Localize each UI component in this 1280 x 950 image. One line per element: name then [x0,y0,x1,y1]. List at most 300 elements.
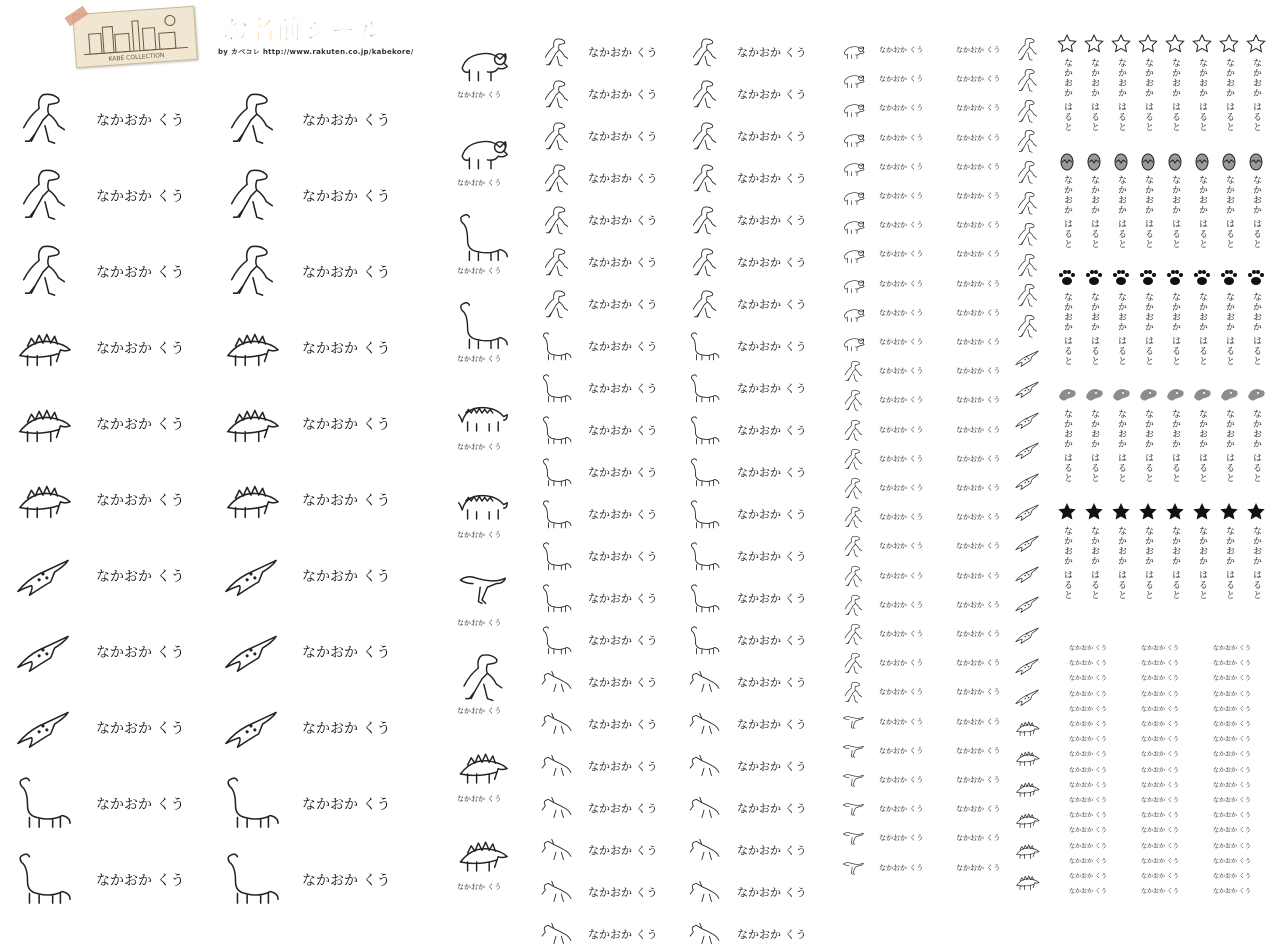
tiny-name-label: なかおか くう [1213,736,1251,744]
large-name-label: なかおか くう [96,797,185,813]
medium-name-label: なかおか くう [588,634,658,647]
trex-icon [1014,67,1040,93]
large-name-label: なかおか くう [96,493,185,509]
star-filled-icon [1138,502,1158,522]
vertical-name-label: なかおか はると [1116,175,1126,249]
star-outline-icon [1057,34,1077,54]
title-char: ー [330,16,358,46]
tiny-name-label: なかおか くう [1213,751,1251,759]
raptor-icon [840,797,866,821]
star-filled-icon [1165,502,1185,522]
medium-name-label: なかおか くう [737,130,807,143]
vertical-name-label: なかおか はると [1251,175,1261,249]
vertical-name-label: なかおか はると [1170,526,1180,600]
vertical-name-label: なかおか はると [1116,409,1126,483]
small-name-label: なかおか くう [956,133,1001,142]
bronto-icon [540,414,572,446]
tiny-name-label: なかおか くう [1213,873,1251,880]
small-name-label: なかおか くう [956,46,1001,54]
vertical-name-label: なかおか はると [1089,58,1099,132]
tiny-name-label: なかおか くう [1069,857,1107,865]
para-icon [688,834,720,866]
tiny-name-label: なかおか くう [1069,660,1107,668]
stego-icon [14,316,72,376]
medium-name-label: なかおか くう [588,88,658,101]
medium-name-label: なかおか くう [588,46,658,59]
stego-icon [14,468,72,528]
trike-icon [840,96,866,120]
large-name-label: なかおか くう [96,189,185,205]
trike-icon [840,184,866,208]
trex-icon [688,36,720,68]
vertical-name-label: なかおか はると [1170,58,1180,132]
medium-name-label: なかおか くう [737,592,807,605]
small-name-label: なかおか くう [956,425,1001,434]
para-icon [540,792,572,824]
paw-icon [1111,268,1131,288]
bronto-icon [688,582,720,614]
tiny-name-label: なかおか くう [1213,690,1251,698]
trike-icon [840,213,866,237]
vertical-name-label: なかおか はると [1143,292,1153,366]
trex-icon [540,204,572,236]
ptera-icon [1014,683,1040,709]
ptera-icon [1014,560,1040,586]
tiny-name-label: なかおか くう [1069,888,1107,896]
ptera-icon [1014,406,1040,432]
stego-card-icon [444,738,520,792]
ptera-icon [14,544,72,604]
small-name-label: なかおか くう [956,75,1001,84]
large-name-label: なかおか くう [96,569,185,585]
small-name-label: なかおか くう [879,571,924,580]
star-filled-icon [1057,502,1077,522]
large-name-label: なかおか くう [302,265,391,281]
vertical-name-label: なかおか はると [1170,292,1180,366]
small-name-label: なかおか くう [956,221,1001,230]
tiny-name-label: なかおか くう [1141,766,1179,774]
small-name-label: なかおか くう [879,454,924,463]
small-name-label: なかおか くう [956,396,1001,405]
medium-name-label: なかおか くう [737,676,807,689]
title-char: ル [357,16,385,46]
vertical-name-label: なかおか はると [1143,409,1153,483]
small-name-label: なかおか くう [879,630,924,638]
star-filled-icon [1192,502,1212,522]
trex-icon [14,164,72,224]
medium-name-label: なかおか くう [737,298,807,311]
small-name-label: なかおか くう [956,484,1001,492]
star-filled-icon [1219,502,1239,522]
trex-icon [688,204,720,236]
egg-icon [1111,151,1131,171]
small-name-label: なかおか くう [879,75,924,84]
tiny-name-label: なかおか くう [1141,827,1179,835]
small-name-label: なかおか くう [879,600,924,609]
bronto-icon [688,414,720,446]
medium-name-label: なかおか くう [737,508,807,521]
trex-icon [840,447,866,471]
card-name-label: なかおか くう [457,619,502,627]
tiny-name-label: なかおか くう [1141,873,1179,880]
small-name-label: なかおか くう [879,308,924,317]
medium-name-label: なかおか くう [588,382,658,395]
bronto-card-icon [444,210,520,264]
medium-name-label: なかおか くう [737,340,807,353]
star-outline-icon [1084,34,1104,54]
medium-name-label: なかおか くう [737,718,807,731]
medium-name-label: なかおか くう [588,760,658,773]
tiny-name-label: なかおか くう [1141,812,1179,820]
tiny-name-label: なかおか くう [1141,842,1179,850]
bronto-icon [540,540,572,572]
para-icon [688,918,720,950]
card-name-label: なかおか くう [457,355,502,363]
paw-icon [1165,268,1185,288]
stego-icon [1014,868,1040,894]
bronto-icon [540,330,572,362]
bronto-icon [688,330,720,362]
tiny-name-label: なかおか くう [1141,781,1179,789]
medium-name-label: なかおか くう [737,424,807,437]
tiny-name-label: なかおか くう [1213,675,1251,683]
card-name-label: なかおか くう [457,443,502,451]
small-name-label: なかおか くう [879,133,924,142]
tiny-name-label: なかおか くう [1141,751,1179,759]
trex-icon [222,88,280,148]
vertical-name-label: なかおか はると [1089,409,1099,483]
city-skyline-icon [73,7,196,67]
tiny-name-label: なかおか くう [1213,781,1251,789]
trike-icon [840,301,866,325]
small-name-label: なかおか くう [879,250,924,259]
brand-logo [72,6,197,68]
small-name-label: なかおか くう [956,250,1001,259]
vertical-name-label: なかおか はると [1224,526,1234,600]
large-name-label: なかおか くう [96,341,185,357]
small-name-label: なかおか くう [956,454,1001,463]
ptera-icon [222,620,280,680]
trike-icon [840,67,866,91]
paw-icon [1192,268,1212,288]
small-name-label: なかおか くう [879,746,924,755]
small-name-label: なかおか くう [956,542,1001,551]
medium-name-label: なかおか くう [588,508,658,521]
vertical-name-label: なかおか はると [1197,58,1207,132]
trex-icon [14,240,72,300]
raptor-icon [840,768,866,792]
bronto-icon [540,456,572,488]
bronto-icon [540,372,572,404]
medium-name-label: なかおか くう [588,844,658,857]
egg-icon [1165,151,1185,171]
small-name-label: なかおか くう [956,513,1001,522]
small-name-label: なかおか くう [956,367,1001,376]
large-name-label: なかおか くう [96,113,185,129]
star-filled-icon [1084,502,1104,522]
vertical-name-label: なかおか はると [1143,526,1153,600]
raptor-card-icon [444,562,520,616]
trike-icon [840,126,866,150]
medium-name-label: なかおか くう [588,130,658,143]
vertical-name-label: なかおか はると [1197,409,1207,483]
small-name-label: なかおか くう [879,338,924,346]
para-icon [688,708,720,740]
tiny-name-label: なかおか くう [1141,797,1179,804]
vertical-name-label: なかおか はると [1143,175,1153,249]
vertical-name-label: なかおか はると [1116,292,1126,366]
tiny-name-label: なかおか くう [1213,812,1251,820]
large-name-label: なかおか くう [96,873,185,889]
small-name-label: なかおか くう [956,688,1001,697]
ptera-icon [222,544,280,604]
medium-name-label: なかおか くう [737,886,807,899]
small-name-label: なかおか くう [879,367,924,376]
stego-icon [1014,775,1040,801]
dino-head-icon [1084,385,1104,405]
small-name-label: なかおか くう [956,338,1001,346]
ptera-icon [1014,436,1040,462]
page-title [222,10,384,47]
medium-name-label: なかおか くう [737,88,807,101]
vertical-name-label: なかおか はると [1197,526,1207,600]
large-name-label: なかおか くう [302,569,391,585]
medium-name-label: なかおか くう [588,298,658,311]
tiny-name-label: なかおか くう [1069,812,1107,820]
medium-name-label: なかおか くう [588,340,658,353]
tiny-name-label: なかおか くう [1069,827,1107,835]
tiny-name-label: なかおか くう [1141,736,1179,744]
bronto-icon [540,582,572,614]
ptera-icon [1014,375,1040,401]
medium-name-label: なかおか くう [588,718,658,731]
trex-icon [840,418,866,442]
trex-icon [1014,313,1040,339]
medium-name-label: なかおか くう [737,172,807,185]
trike-icon [840,272,866,296]
tiny-name-label: なかおか くう [1069,690,1107,698]
paw-icon [1246,268,1266,288]
vertical-name-label: なかおか はると [1251,409,1261,483]
bronto-icon [222,848,280,908]
star-filled-icon [1111,502,1131,522]
small-name-label: なかおか くう [956,571,1001,580]
para-icon [688,750,720,782]
small-name-label: なかおか くう [956,746,1001,755]
vertical-name-label: なかおか はると [1197,292,1207,366]
large-name-label: なかおか くう [302,113,391,129]
trex-icon [840,505,866,529]
trex-icon [1014,98,1040,124]
medium-name-label: なかおか くう [737,760,807,773]
vertical-name-label: なかおか はると [1089,526,1099,600]
medium-name-label: なかおか くう [588,256,658,269]
trike-icon [840,330,866,354]
tiny-name-label: なかおか くう [1069,736,1107,744]
tiny-name-label: なかおか くう [1213,888,1251,896]
small-name-label: なかおか くう [956,863,1001,872]
medium-name-label: なかおか くう [588,802,658,815]
tiny-name-label: なかおか くう [1141,645,1179,652]
small-name-label: なかおか くう [956,630,1001,638]
para-icon [688,876,720,908]
vertical-name-label: なかおか はると [1251,58,1261,132]
trex-icon [540,120,572,152]
trex-icon [222,164,280,224]
small-name-label: なかおか くう [879,513,924,522]
medium-name-label: なかおか くう [737,382,807,395]
para-icon [540,834,572,866]
vertical-name-label: なかおか はると [1224,58,1234,132]
medium-name-label: なかおか くう [588,676,658,689]
paw-icon [1057,268,1077,288]
svg-text:KABE COLLECTION: KABE COLLECTION [108,52,165,63]
stego-icon [222,316,280,376]
para-icon [540,918,572,950]
trex-icon [1014,190,1040,216]
stego-icon [1014,744,1040,770]
medium-name-label: なかおか くう [588,592,658,605]
small-name-label: なかおか くう [879,104,924,113]
small-name-label: なかおか くう [879,659,924,668]
trex-icon [1014,221,1040,247]
tiny-name-label: なかおか くう [1069,766,1107,774]
stego-icon [1014,806,1040,832]
small-name-label: なかおか くう [956,279,1001,288]
paw-icon [1084,268,1104,288]
tiny-name-label: なかおか くう [1069,721,1107,728]
trex-icon [540,288,572,320]
dino-head-icon [1111,385,1131,405]
tiny-name-label: なかおか くう [1069,842,1107,850]
medium-name-label: なかおか くう [588,550,658,563]
ptera-icon [14,696,72,756]
stego-icon [14,392,72,452]
ptera-icon [1014,529,1040,555]
tiny-name-label: なかおか くう [1069,705,1107,713]
stego-icon [222,392,280,452]
stego-icon [222,468,280,528]
vertical-name-label: なかおか はると [1197,175,1207,249]
vertical-name-label: なかおか はると [1224,175,1234,249]
star-outline-icon [1192,34,1212,54]
raptor-icon [840,826,866,850]
tiny-name-label: なかおか くう [1141,705,1179,713]
trex-icon [14,88,72,148]
small-name-label: なかおか くう [879,279,924,288]
tiny-name-label: なかおか くう [1141,660,1179,668]
card-name-label: なかおか くう [457,267,502,275]
small-name-label: なかおか くう [956,192,1001,200]
large-name-label: なかおか くう [302,797,391,813]
tiny-name-label: なかおか くう [1213,842,1251,850]
star-filled-icon [1246,502,1266,522]
trex-icon [1014,282,1040,308]
large-name-label: なかおか くう [96,265,185,281]
trex-icon [222,240,280,300]
medium-name-label: なかおか くう [588,424,658,437]
large-name-label: なかおか くう [302,645,391,661]
medium-name-label: なかおか くう [737,550,807,563]
bronto-icon [688,456,720,488]
bronto-icon [540,624,572,656]
medium-name-label: なかおか くう [737,46,807,59]
trex-icon [540,36,572,68]
vertical-name-label: なかおか はると [1062,526,1072,600]
tiny-name-label: なかおか くう [1141,675,1179,683]
ptera-icon [1014,652,1040,678]
tiny-name-label: なかおか くう [1213,857,1251,865]
bronto-icon [688,498,720,530]
tiny-name-label: なかおか くう [1141,721,1179,728]
raptor-icon [840,710,866,734]
bronto-icon [222,772,280,832]
large-name-label: なかおか くう [302,721,391,737]
egg-icon [1057,151,1077,171]
small-name-label: なかおか くう [879,484,924,492]
vertical-name-label: なかおか はると [1251,292,1261,366]
trex-icon [840,593,866,617]
ptera-icon [14,620,72,680]
small-name-label: なかおか くう [879,776,924,784]
trex-icon [1014,252,1040,278]
trike-icon [840,242,866,266]
small-name-label: なかおか くう [956,776,1001,784]
large-name-label: なかおか くう [302,417,391,433]
trex-icon [840,680,866,704]
egg-icon [1138,151,1158,171]
para-icon [540,666,572,698]
dino-head-icon [1138,385,1158,405]
star-outline-icon [1111,34,1131,54]
card-name-label: なかおか くう [457,179,502,187]
bronto-icon [14,848,72,908]
large-name-label: なかおか くう [96,645,185,661]
medium-name-label: なかおか くう [737,844,807,857]
dino-head-icon [1057,385,1077,405]
card-name-label: なかおか くう [457,707,502,715]
tiny-name-label: なかおか くう [1069,873,1107,880]
trex-icon [540,162,572,194]
title-char: 名 [249,16,277,46]
large-name-label: なかおか くう [96,417,185,433]
star-outline-icon [1165,34,1185,54]
tiny-name-label: なかおか くう [1213,705,1251,713]
para-icon [688,666,720,698]
small-name-label: なかおか くう [879,863,924,872]
large-name-label: なかおか くう [96,721,185,737]
trike-card-icon [444,122,520,176]
tiny-name-label: なかおか くう [1141,690,1179,698]
tiny-name-label: なかおか くう [1141,888,1179,896]
small-name-label: なかおか くう [879,805,924,814]
small-name-label: なかおか くう [879,688,924,697]
medium-name-label: なかおか くう [588,886,658,899]
title-char: お [222,16,250,46]
para-icon [540,708,572,740]
small-name-label: なかおか くう [956,659,1001,668]
medium-name-label: なかおか くう [588,466,658,479]
vertical-name-label: なかおか はると [1116,526,1126,600]
medium-name-label: なかおか くう [737,466,807,479]
ptera-icon [1014,344,1040,370]
trike-icon [840,155,866,179]
medium-name-label: なかおか くう [737,256,807,269]
star-outline-icon [1138,34,1158,54]
subtitle: by カベコレ http://www.rakuten.co.jp/kabekore/ [218,48,414,56]
ptera-icon [1014,590,1040,616]
trex-icon [540,78,572,110]
